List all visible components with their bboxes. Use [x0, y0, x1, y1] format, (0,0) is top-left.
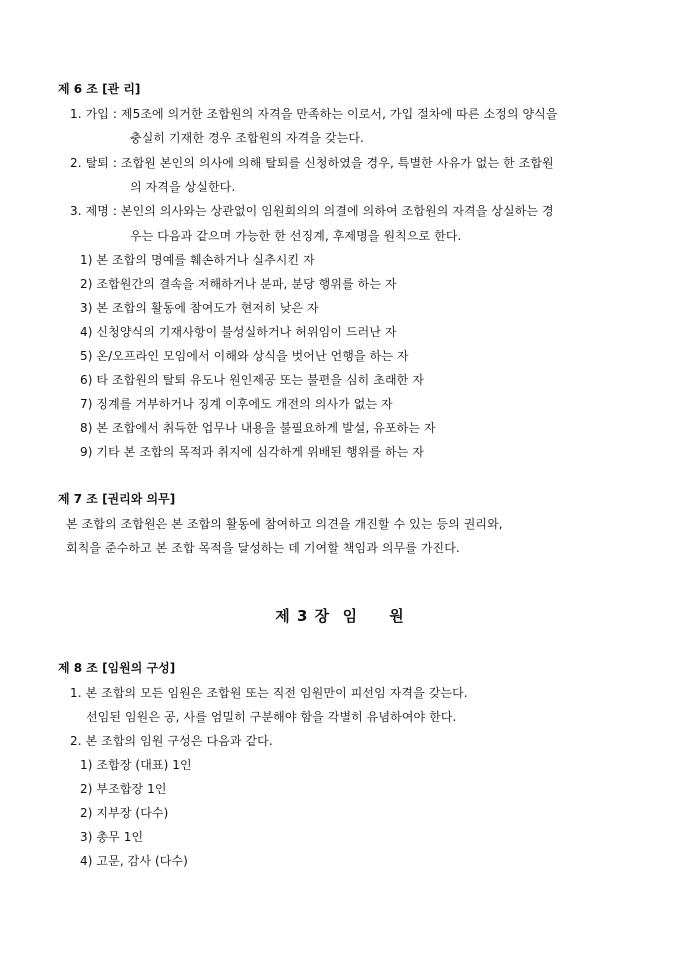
article-7-heading: 제 7 조 [권리와 의무] [58, 492, 176, 506]
art8-line-3: 2. 본 조합의 임원 구성은 다음과 같다. [70, 734, 273, 748]
chapter-3-title: 제 3 장 임 원 [275, 607, 405, 625]
art6-line-3: 2. 탈퇴 : 조합원 본인의 의사에 의해 탈퇴를 신청하였을 경우, 특별한 사유가 없는 한 조합원 [70, 156, 554, 170]
art6-line-5: 3. 제명 : 본인의 의사와는 상관없이 임원회의의 의결에 의하여 조합원의 자격을 상실하는 경 [70, 204, 554, 218]
art6-item-3: 3) 본 조합의 활동에 참여도가 현저히 낮은 자 [80, 301, 319, 315]
art7-line-2: 회칙을 준수하고 본 조합 목적을 달성하는 데 기여할 책임과 의무를 가진다. [66, 541, 460, 555]
art8-item-4: 3) 총무 1인 [80, 830, 144, 844]
art8-line-2: 선임된 임원은 공, 사를 엄밀히 구분해야 함을 각별히 유념하여야 한다. [86, 710, 457, 724]
art6-line-2: 충실히 기재한 경우 조합원의 자격을 갖는다. [130, 131, 364, 145]
art6-item-9: 9) 기타 본 조합의 목적과 취지에 심각하게 위배된 행위를 하는 자 [80, 445, 424, 459]
art6-item-7: 7) 징계를 거부하거나 징계 이후에도 개전의 의사가 없는 자 [80, 397, 393, 411]
art6-line-1: 1. 가입 : 제5조에 의거한 조합원의 자격을 만족하는 이로서, 가입 절차에 따른 소정의 양식을 [70, 107, 558, 121]
article-8-heading: 제 8 조 [임원의 구성] [58, 661, 176, 675]
art6-line-4: 의 자격을 상실한다. [130, 180, 236, 194]
art6-line-6: 우는 다음과 같으며 가능한 한 선징계, 후제명을 원칙으로 한다. [130, 229, 462, 243]
art8-item-2: 2) 부조합장 1인 [80, 782, 167, 796]
art8-item-1: 1) 조합장 (대표) 1인 [80, 758, 192, 772]
art8-line-1: 1. 본 조합의 모든 임원은 조합원 또는 직전 임원만이 피선임 자격을 갖는다. [70, 686, 468, 700]
art6-item-4: 4) 신청양식의 기재사항이 불성실하거나 허위임이 드러난 자 [80, 325, 397, 339]
article-6-heading: 제 6 조 [관 리] [58, 82, 141, 96]
art6-item-5: 5) 온/오프라인 모임에서 이해와 상식을 벗어난 언행을 하는 자 [80, 349, 409, 363]
art8-item-5: 4) 고문, 감사 (다수) [80, 854, 188, 868]
art6-item-8: 8) 본 조합에서 취득한 업무나 내용을 불필요하게 발설, 유포하는 자 [80, 421, 436, 435]
art7-line-1: 본 조합의 조합원은 본 조합의 활동에 참여하고 의견을 개진할 수 있는 등의 권리와, [66, 517, 503, 531]
art8-item-3: 2) 지부장 (다수) [80, 806, 169, 820]
art6-item-1: 1) 본 조합의 명예를 훼손하거나 실추시킨 자 [80, 253, 315, 267]
art6-item-6: 6) 타 조합원의 탈퇴 유도나 원인제공 또는 불편을 심히 초래한 자 [80, 373, 424, 387]
art6-item-2: 2) 조합원간의 결속을 저해하거나 분파, 분당 행위를 하는 자 [80, 277, 397, 291]
